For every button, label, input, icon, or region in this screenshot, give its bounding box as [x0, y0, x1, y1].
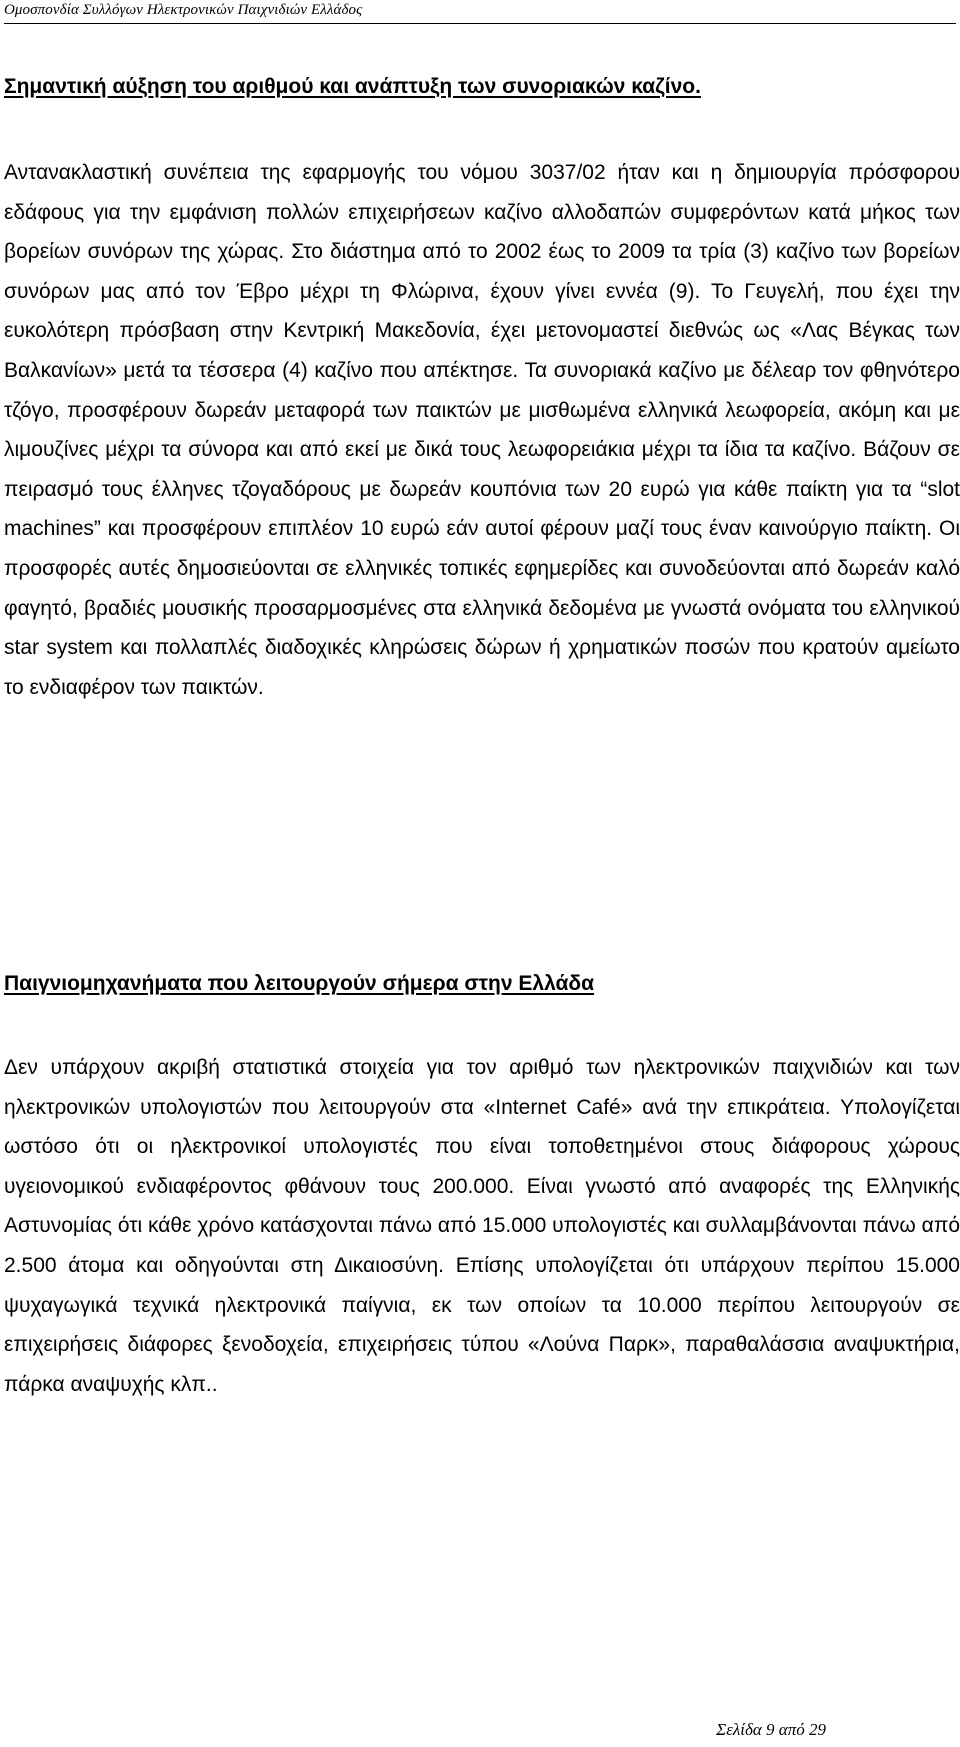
page-number: Σελίδα 9 από 29	[716, 1720, 826, 1739]
section-heading-casinos: Σημαντική αύξηση του αριθμού και ανάπτυξη των συνοριακών καζίνο.	[4, 75, 701, 98]
running-header: Ομοσπονδία Συλλόγων Ηλεκτρονικών Παιχνιδιών Ελλάδος	[4, 2, 363, 18]
paragraph-gaming-machines: Δεν υπάρχουν ακριβή στατιστικά στοιχεία για τον αριθμό των ηλεκτρονικών παιχνιδιών και των ηλεκτρονικών υπολογιστών που λειτουργούν στα «Internet Café» ανά την επικράτεια. Υπολογίζεται ωστόσο ότι οι ηλεκτρονικοί υπολογιστές που είναι τοποθετημένοι στους διάφορους χώρους υγειονομικού ενδιαφέροντος φθάνουν τους 200.000. Είναι γνωστό από αναφορές της Ελληνικής Αστυνομίας ότι κάθε χρόνο κατάσχονται πάνω από 15.000 υπολογιστές και συλλαμβάνονται πάνω από 2.500 άτομα και οδηγούνται στη Δικαιοσύνη. Επίσης υπολογίζεται ότι υπάρχουν περίπου 15.000 ψυχαγωγικά τεχνικά ηλεκτρονικά παίγνια, εκ των οποίων τα 10.000 περίπου λειτουργούν σε επιχειρήσεις διάφορες ξενοδοχεία, επιχειρήσεις τύπου «Λούνα Παρκ», παραθαλάσσια αναψυκτήρια, πάρκα αναψυχής κλπ..	[4, 1056, 960, 1396]
paragraph-casinos: Αντανακλαστική συνέπεια της εφαρμογής του νόμου 3037/02 ήταν και η δημιουργία πρόσφορου εδάφους για την εμφάνιση πολλών επιχειρήσεων καζίνο αλλοδαπών συμφερόντων κατά μήκος των βορείων συνόρων της χώρας. Στο διάστημα από το 2002 έως το 2009 τα τρία (3) καζίνο των βορείων συνόρων μας από τον Έβρο μέχρι τη Φλώρινα, έχουν γίνει εννέα (9). Το Γευγελή, που έχει την ευκολότερη πρόσβαση στην Κεντρική Μακεδονία, έχει μετονομαστεί διεθνώς ως «Λας Βέγκας των Βαλκανίων» μετά τα τέσσερα (4) καζίνο που απέκτησε. Τα συνοριακά καζίνο με δέλεαρ τον φθηνότερο τζόγο, προσφέρουν δωρεάν μεταφορά των παικτών με μισθωμένα ελληνικά λεωφορεία, ακόμη και με λιμουζίνες μέχρι τα σύνορα και από εκεί με δικά τους λεωφορειάκια μέχρι τα ίδια τα καζίνο. Βάζουν σε πειρασμό τους έλληνες τζογαδόρους με δωρεάν κουπόνια των 20 ευρώ για κάθε παίκτη για τα “slot machines” και προσφέρουν επιπλέον 10 ευρώ εάν αυτοί φέρουν μαζί τους έναν καινούργιο παίκτη. Οι προσφορές αυτές δημοσιεύονται σε ελληνικές τοπικές εφημερίδες και συνοδεύονται από δωρεάν καλό φαγητό, βραδιές μουσικής προσαρμοσμένες στα ελληνικά δεδομένα με γνωστά ονόματα του ελληνικού star system και πολλαπλές διαδοχικές κληρώσεις δώρων ή χρηματικών ποσών που κρατούν αμείωτο το ενδιαφέρον των παικτών.	[4, 161, 960, 699]
section-heading-gaming-machines: Παιγνιομηχανήματα που λειτουργούν σήμερα στην Ελλάδα	[4, 972, 595, 995]
header-rule	[4, 23, 956, 24]
